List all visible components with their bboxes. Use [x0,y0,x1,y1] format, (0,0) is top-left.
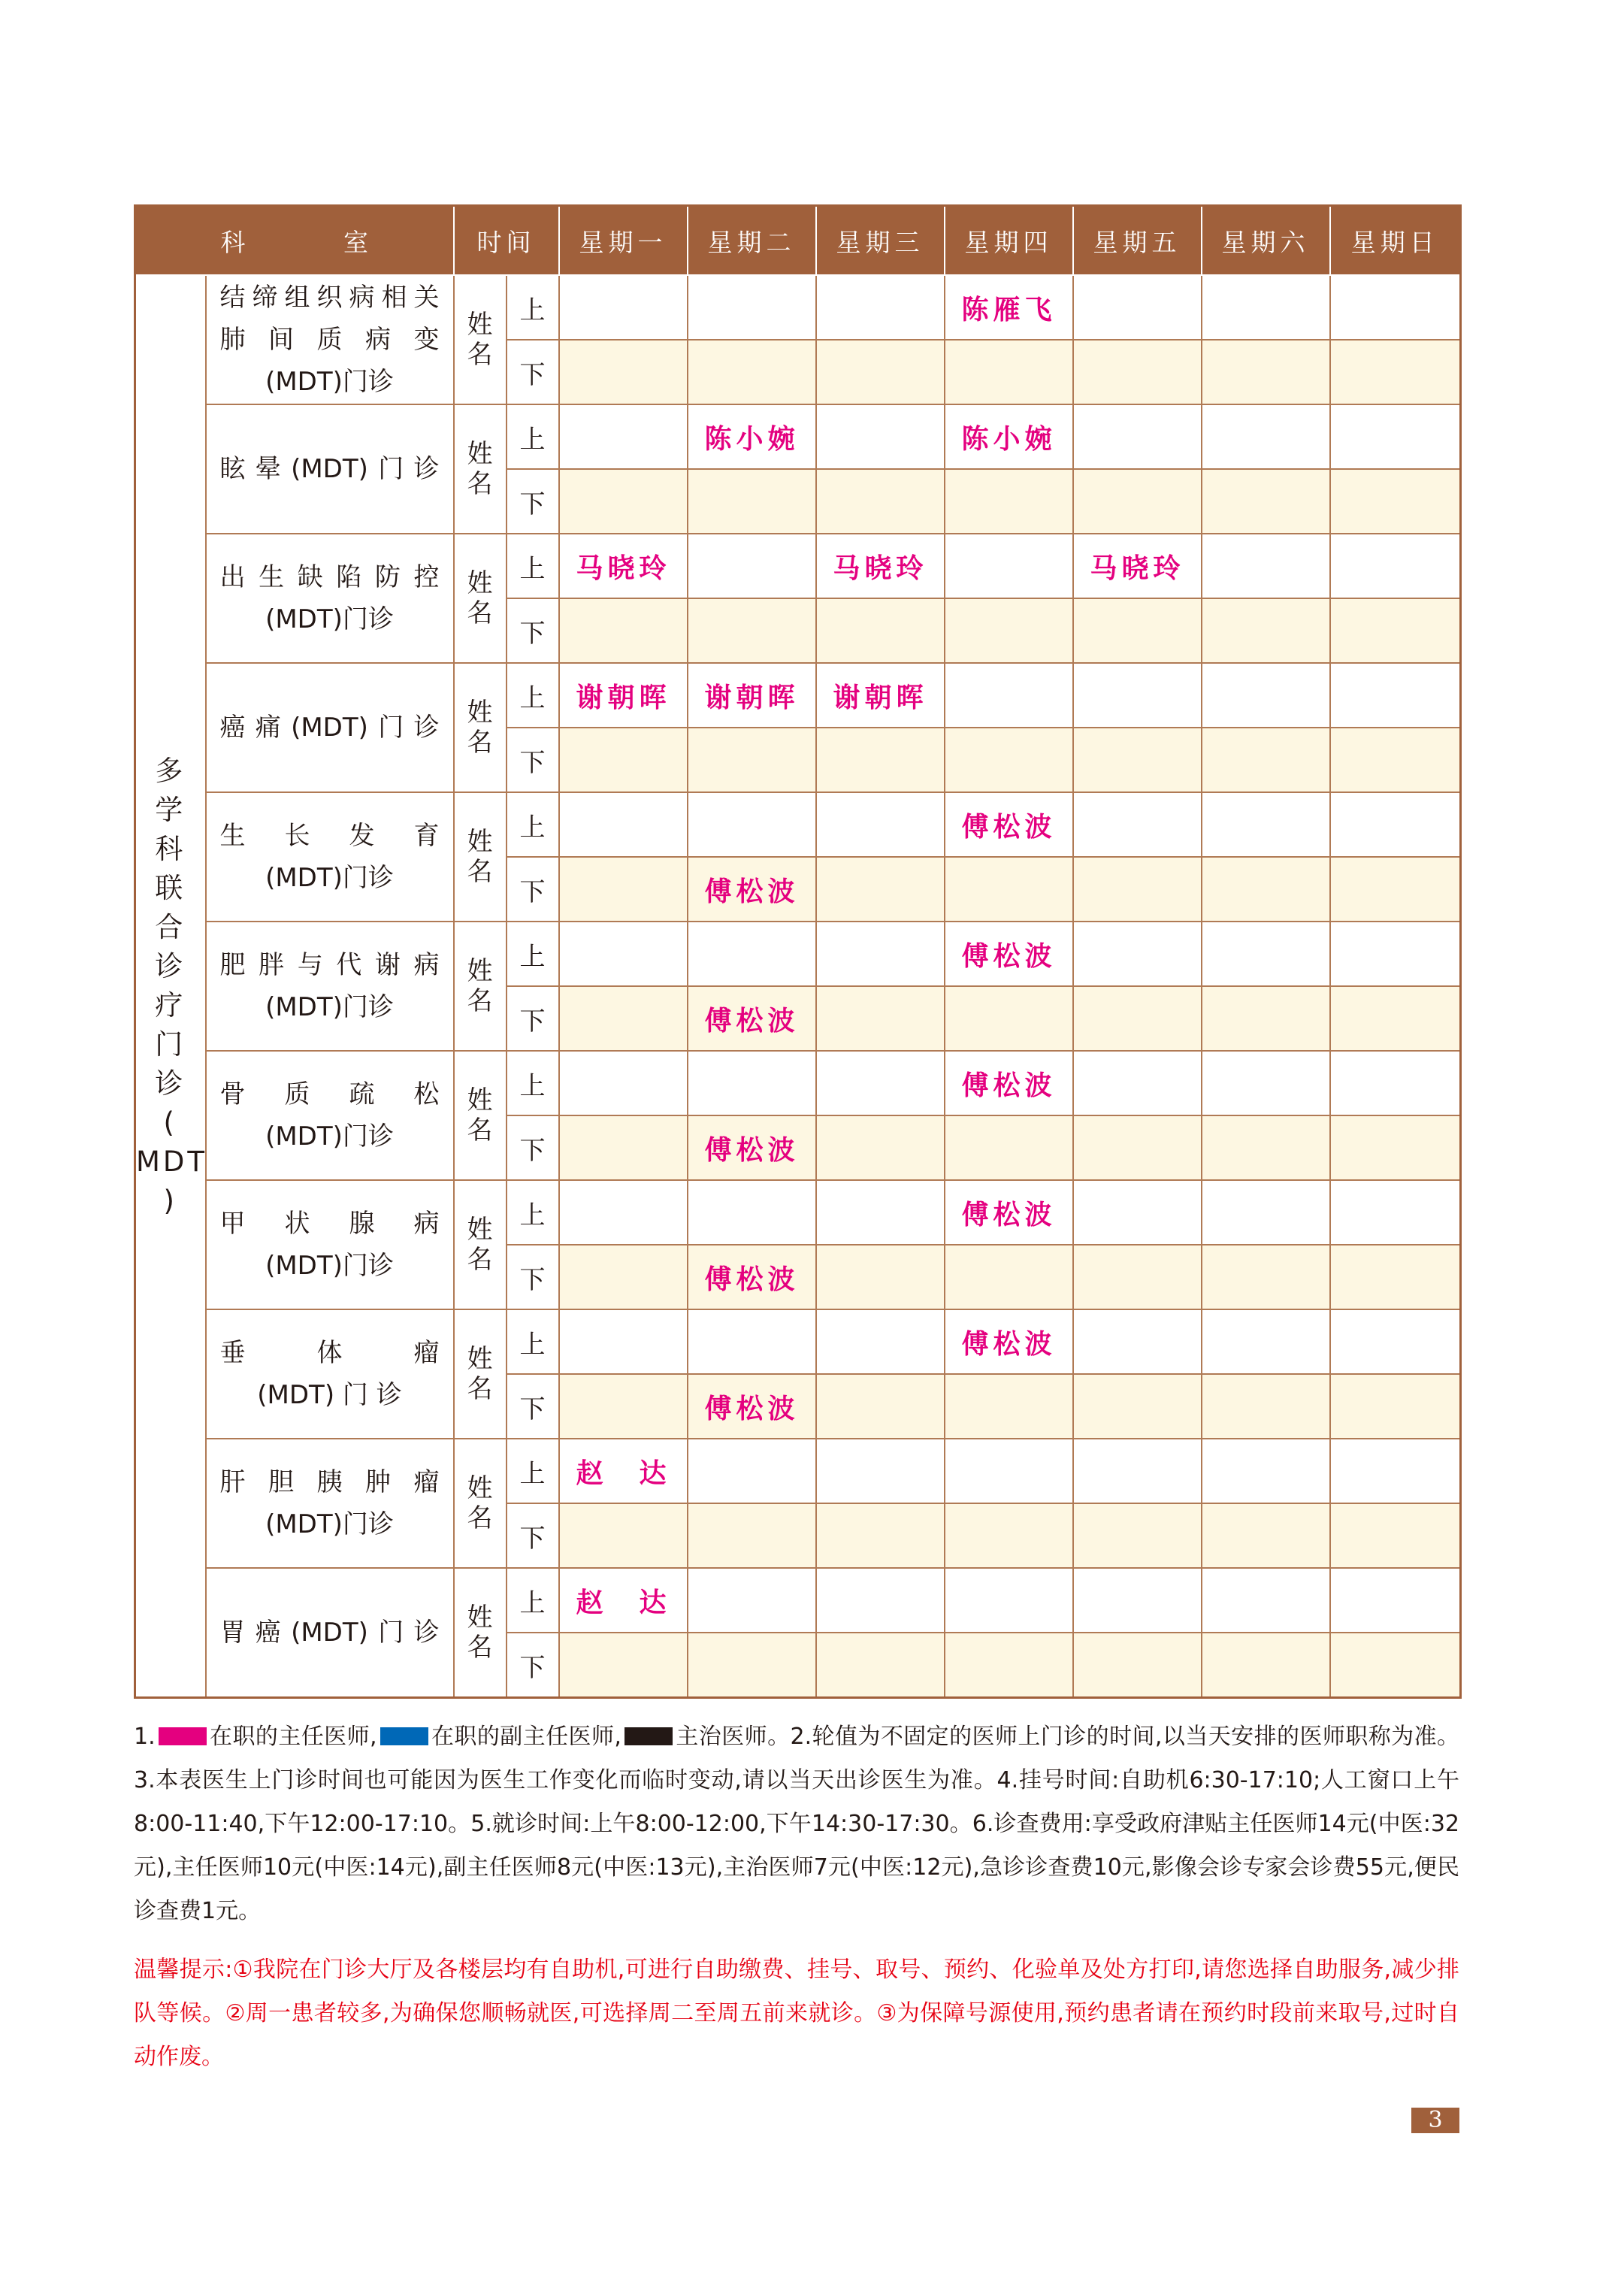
slot-pm [1330,598,1461,663]
period-am: 上 [507,922,559,986]
dept-name [206,1568,454,1698]
slot-pm [559,857,688,922]
slot-am [559,1180,688,1245]
header-dept: 科 室 [135,206,454,276]
row-am [135,1180,1461,1245]
slot-pm [945,1245,1073,1309]
slot-am: 傅松波 [945,1051,1073,1115]
slot-pm [688,728,816,792]
name-label-char: 名 [467,1245,493,1275]
slot-am [1073,1568,1202,1633]
slot-pm [1073,1115,1202,1180]
slot-am [688,1051,816,1115]
slot-am [688,275,816,340]
name-label-char: 名 [467,986,493,1016]
slot-am [1330,663,1461,728]
slot-am [1330,404,1461,469]
period-pm: 下 [507,1374,559,1439]
slot-am: 傅松波 [945,1309,1073,1374]
group-label-char: 门 [155,1028,186,1061]
slot-pm [1073,1374,1202,1439]
slot-am [1202,1051,1330,1115]
mdt-schedule-table [134,204,1462,1699]
dept-name-line: (MDT)门诊 [265,1251,394,1281]
slot-pm [816,598,945,663]
slot-pm [1330,728,1461,792]
slot-am [816,1309,945,1374]
associate-label: 在职的副主任医师, [431,1724,621,1750]
dept-name-line: (MDT)门诊 [265,604,394,634]
slot-pm [1073,598,1202,663]
dept-name [206,922,454,1051]
period-pm: 下 [507,1503,559,1568]
slot-am: 赵 达 [559,1568,688,1633]
group-label-char: 多 [155,755,186,787]
period-pm: 下 [507,986,559,1051]
slot-am [559,792,688,857]
notes-rest: 2.轮值为不固定的医师上门诊的时间,以当天安排的医师职称为准。3.本表医生上门诊时间也可能因为医生工作变化而临时变动,请以当天出诊医生为准。4.挂号时间:自助机6:30-17:10;人工窗口上午8:00-11:40,下午12:00-17:10。5.就诊时间:上午8:00-12:00,下午14:30-17:30。6.诊查费用:享受政府津贴主任医师14元(中医:32元),主任医师10元(中医:14元),副主任医师8元(中医:13元),主治医师7元(中医:12元),急诊诊查费10元,影像会诊专家会诊费55元,便民诊查费1元。 [134,1724,1459,1924]
slot-am: 谢朝晖 [816,663,945,728]
dept-name [206,534,454,663]
row-am [135,534,1461,598]
slot-am: 傅松波 [945,922,1073,986]
row-am [135,1309,1461,1374]
dept-name [206,1180,454,1309]
row-am [135,275,1461,340]
slot-am [816,275,945,340]
period-pm: 下 [507,469,559,534]
slot-am [1073,1309,1202,1374]
slot-pm [1202,1503,1330,1568]
name-label-char: 名 [467,1503,493,1533]
slot-am [559,1051,688,1115]
slot-am: 谢朝晖 [559,663,688,728]
name-label-char: 姓 [467,568,493,598]
slot-pm: 傅松波 [688,1115,816,1180]
slot-pm [688,340,816,404]
group-label-char: 联 [155,872,186,904]
name-label-char: 姓 [467,1215,493,1245]
slot-pm [559,469,688,534]
period-am: 上 [507,534,559,598]
dept-name [206,792,454,922]
name-label [454,275,507,404]
name-label-char: 名 [467,1374,493,1404]
slot-pm [1073,728,1202,792]
period-am: 上 [507,1180,559,1245]
slot-pm [559,986,688,1051]
group-label-char: 合 [155,911,186,943]
slot-pm: 傅松波 [688,857,816,922]
period-am: 上 [507,1568,559,1633]
slot-pm [1073,469,1202,534]
slot-am [1330,1309,1461,1374]
slot-pm [688,598,816,663]
period-pm: 下 [507,1115,559,1180]
slot-pm [559,1503,688,1568]
dept-name [206,1439,454,1568]
slot-pm [945,340,1073,404]
slot-am [1073,1051,1202,1115]
slot-am [688,1568,816,1633]
name-label [454,1439,507,1568]
dept-name [206,1051,454,1180]
row-am [135,1439,1461,1503]
page-number: 3 [1411,2108,1459,2133]
slot-pm [559,728,688,792]
slot-am [1202,792,1330,857]
slot-am [1202,1439,1330,1503]
name-label-char: 姓 [467,439,493,469]
chief-label: 在职的主任医师, [209,1724,377,1750]
period-am: 上 [507,404,559,469]
dept-name-line: (MDT)门诊 [265,992,394,1022]
row-am [135,1568,1461,1633]
slot-pm [816,340,945,404]
slot-pm [1202,1374,1330,1439]
slot-pm [945,728,1073,792]
chief-color-swatch [159,1727,207,1745]
group-label-char: 疗 [155,989,186,1021]
slot-am [1330,792,1461,857]
dept-name-line: 出生缺陷防控 [219,562,440,592]
slot-am: 马晓玲 [559,534,688,598]
slot-am [1330,1051,1461,1115]
group-label [135,275,206,1698]
slot-am [1330,534,1461,598]
slot-pm [559,1245,688,1309]
slot-am [816,1568,945,1633]
group-label-char: ( [163,1106,177,1139]
slot-am [1202,663,1330,728]
dept-name-line: 结缔组织病相关 [219,283,440,313]
slot-am [688,1180,816,1245]
slot-pm [1202,598,1330,663]
slot-am [816,1180,945,1245]
slot-pm [1073,986,1202,1051]
row-am [135,663,1461,728]
slot-pm [1330,1503,1461,1568]
dept-name [206,1309,454,1439]
slot-pm [945,469,1073,534]
header-day: 星期日 [1330,206,1461,276]
name-label-char: 姓 [467,956,493,986]
dept-name-line: 胃癌(MDT)门诊 [219,1618,440,1648]
dept-name [206,404,454,534]
slot-am [816,1439,945,1503]
name-label-char: 名 [467,340,493,370]
name-label [454,1051,507,1180]
slot-pm: 傅松波 [688,986,816,1051]
header-day: 星期五 [1073,206,1202,276]
period-am: 上 [507,792,559,857]
period-am: 上 [507,275,559,340]
slot-am [688,922,816,986]
slot-am [688,1309,816,1374]
header-day: 星期六 [1202,206,1330,276]
slot-pm [945,857,1073,922]
slot-am [945,1568,1073,1633]
slot-pm [1202,340,1330,404]
name-label-char: 姓 [467,1473,493,1503]
slot-am [816,922,945,986]
slot-am: 傅松波 [945,1180,1073,1245]
slot-pm [1073,1633,1202,1698]
slot-am [945,663,1073,728]
slot-am: 马晓玲 [816,534,945,598]
slot-pm [688,1503,816,1568]
slot-pm [816,1115,945,1180]
schedule-body [135,275,1461,1698]
dept-name-line: (MDT)门诊 [265,1121,394,1152]
slot-am [1202,1180,1330,1245]
slot-am [1073,922,1202,986]
slot-am: 陈小婉 [945,404,1073,469]
slot-am [1202,534,1330,598]
period-am: 上 [507,1439,559,1503]
slot-pm [816,469,945,534]
slot-pm [945,598,1073,663]
dept-name-line: (MDT)门诊 [265,863,394,893]
name-label-char: 名 [467,728,493,758]
notes [134,1715,1459,1933]
name-label [454,534,507,663]
dept-name [206,275,454,404]
slot-pm [559,598,688,663]
name-label-char: 姓 [467,1603,493,1633]
group-label-char: 诊 [155,1067,186,1100]
slot-am [1202,1568,1330,1633]
slot-pm [688,1633,816,1698]
group-label-char: 学 [155,794,186,826]
notes-prefix: 1. [134,1724,156,1750]
slot-pm [1330,1633,1461,1698]
slot-am [945,534,1073,598]
group-label-char: ) [163,1185,177,1217]
slot-pm [1202,986,1330,1051]
dept-name-line: 肺 间 质 病 变 [219,325,440,355]
associate-color-swatch [380,1727,428,1745]
slot-am [945,1439,1073,1503]
group-label-char: 科 [155,833,186,865]
row-am [135,404,1461,469]
period-am: 上 [507,1051,559,1115]
name-label-char: 姓 [467,827,493,857]
slot-pm [1330,469,1461,534]
slot-am [816,792,945,857]
dept-name-line: 甲 状 腺 病 [219,1209,440,1239]
group-label-char: 诊 [155,950,186,982]
dept-name-line: (MDT) 门 诊 [257,1380,402,1410]
slot-am [816,1051,945,1115]
dept-name-line: 生 长 发 育 [219,821,440,851]
name-label [454,663,507,792]
dept-name-line: (MDT)门诊 [265,367,394,397]
slot-am: 马晓玲 [1073,534,1202,598]
slot-am [688,1439,816,1503]
slot-pm [1073,1503,1202,1568]
slot-pm [945,1503,1073,1568]
slot-pm [816,1633,945,1698]
slot-pm [816,1245,945,1309]
slot-am: 赵 达 [559,1439,688,1503]
dept-name-line: 垂 体 瘤 [219,1338,440,1368]
warm-tips: 温馨提示:①我院在门诊大厅及各楼层均有自助机,可进行自助缴费、挂号、取号、预约、化验单及处方打印,请您选择自助服务,减少排队等候。②周一患者较多,为确保您顺畅就医,可选择周二至周五前来就诊。③为保障号源使用,预约患者请在预约时段前来取号,过时自动作废。 [134,1957,1459,2070]
slot-am [816,404,945,469]
slot-am [1330,922,1461,986]
slot-pm [816,1503,945,1568]
slot-pm [1202,1245,1330,1309]
row-am [135,792,1461,857]
slot-am [1202,922,1330,986]
slot-am [559,275,688,340]
row-am [135,1051,1461,1115]
header-day: 星期一 [559,206,688,276]
slot-am [559,404,688,469]
header-time: 时间 [454,206,559,276]
slot-am [1073,792,1202,857]
slot-pm [1330,1115,1461,1180]
slot-am: 陈雁飞 [945,275,1073,340]
slot-am [559,922,688,986]
name-label [454,1309,507,1439]
slot-pm [1073,340,1202,404]
slot-pm [1073,857,1202,922]
slot-am: 傅松波 [945,792,1073,857]
attending-color-swatch [624,1727,673,1745]
period-pm: 下 [507,340,559,404]
slot-am [1330,275,1461,340]
name-label-char: 名 [467,1115,493,1146]
period-pm: 下 [507,1633,559,1698]
row-am [135,922,1461,986]
slot-am [688,792,816,857]
slot-pm [1330,1374,1461,1439]
slot-am [1202,1309,1330,1374]
name-label [454,404,507,534]
name-label [454,922,507,1051]
attending-label: 主治医师。 [675,1724,791,1750]
period-am: 上 [507,663,559,728]
period-pm: 下 [507,857,559,922]
group-label-char: MDT [136,1146,208,1178]
slot-am [1073,1439,1202,1503]
dept-name-line: 眩晕(MDT)门诊 [219,454,440,484]
name-label [454,1568,507,1698]
slot-pm [1202,857,1330,922]
slot-pm [1073,1245,1202,1309]
slot-am [1202,275,1330,340]
header-row [135,206,1461,276]
name-label-char: 姓 [467,698,493,728]
name-label-char: 名 [467,857,493,887]
slot-pm [1330,986,1461,1051]
dept-name-line: 肥胖与代谢病 [219,950,440,980]
slot-pm [1330,340,1461,404]
period-am: 上 [507,1309,559,1374]
slot-pm [816,1374,945,1439]
slot-pm [1330,857,1461,922]
slot-am [559,1309,688,1374]
slot-am [1330,1180,1461,1245]
header-day: 星期三 [816,206,945,276]
slot-pm [1202,1115,1330,1180]
name-label-char: 姓 [467,1085,493,1115]
slot-am [1073,1180,1202,1245]
slot-pm [945,1115,1073,1180]
slot-pm [945,1374,1073,1439]
name-label-char: 姓 [467,310,493,340]
dept-name-line: (MDT)门诊 [265,1509,394,1539]
slot-pm [559,1115,688,1180]
period-pm: 下 [507,598,559,663]
slot-am [1202,404,1330,469]
dept-name-line: 癌痛(MDT)门诊 [219,713,440,743]
slot-am [1073,663,1202,728]
slot-am: 谢朝晖 [688,663,816,728]
slot-am [1330,1439,1461,1503]
slot-pm [1202,728,1330,792]
name-label [454,1180,507,1309]
slot-pm [816,986,945,1051]
slot-pm [816,857,945,922]
slot-am [1073,404,1202,469]
name-label-char: 姓 [467,1344,493,1374]
slot-am [1330,1568,1461,1633]
slot-pm [559,1374,688,1439]
slot-pm [816,728,945,792]
header-day: 星期二 [688,206,816,276]
slot-am [1073,275,1202,340]
period-pm: 下 [507,1245,559,1309]
slot-am: 陈小婉 [688,404,816,469]
header-day: 星期四 [945,206,1073,276]
dept-name-line: 肝 胆 胰 肿 瘤 [219,1467,440,1497]
dept-name [206,663,454,792]
slot-pm: 傅松波 [688,1374,816,1439]
name-label [454,792,507,922]
slot-pm [559,1633,688,1698]
name-label-char: 名 [467,469,493,499]
slot-pm [688,469,816,534]
slot-am [688,534,816,598]
slot-pm [1330,1245,1461,1309]
slot-pm [945,1633,1073,1698]
slot-pm: 傅松波 [688,1245,816,1309]
slot-pm [945,986,1073,1051]
name-label-char: 名 [467,1633,493,1663]
dept-name-line: 骨 质 疏 松 [219,1079,440,1109]
slot-pm [1202,469,1330,534]
period-pm: 下 [507,728,559,792]
name-label-char: 名 [467,598,493,628]
slot-pm [559,340,688,404]
slot-pm [1202,1633,1330,1698]
